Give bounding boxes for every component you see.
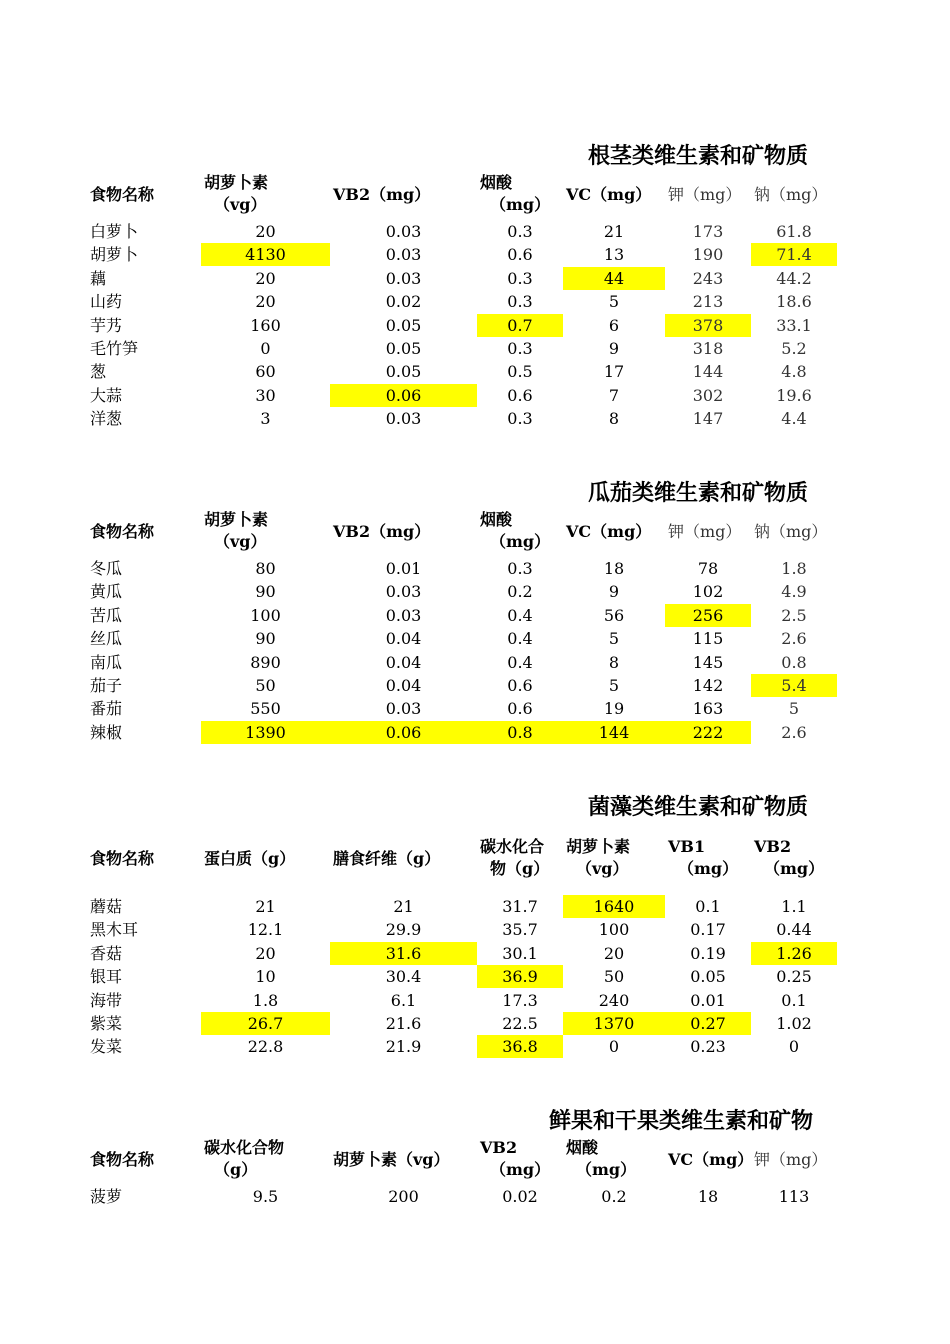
value-cell[interactable]: 160 bbox=[250, 315, 281, 335]
value-cell[interactable]: 378 bbox=[665, 314, 751, 337]
value-cell[interactable]: 144 bbox=[563, 721, 665, 744]
section-title: 菌藻类维生素和矿物质 bbox=[588, 794, 809, 820]
value-cell[interactable]: 35.7 bbox=[502, 920, 538, 940]
column-header: 胡萝卜素（vg） bbox=[333, 1150, 450, 1169]
table-row bbox=[0, 674, 950, 697]
value-cell[interactable]: 9.5 bbox=[252, 1187, 279, 1206]
value-cell[interactable]: 0.05 bbox=[690, 967, 726, 987]
value-cell[interactable]: 18.6 bbox=[776, 292, 812, 312]
value-cell[interactable]: 1.02 bbox=[776, 1014, 812, 1033]
value-cell[interactable]: 0.4 bbox=[507, 605, 533, 625]
value-cell[interactable]: 2.6 bbox=[781, 722, 807, 742]
value-cell[interactable]: 19.6 bbox=[776, 385, 812, 405]
column-header: 碳水化合 物（g） bbox=[480, 837, 550, 878]
value-cell[interactable]: 0.03 bbox=[385, 222, 422, 241]
table-row bbox=[0, 721, 950, 744]
value-cell[interactable]: 50 bbox=[255, 676, 276, 695]
value-cell[interactable]: 31.7 bbox=[502, 897, 538, 916]
table-row bbox=[0, 965, 950, 988]
value-cell[interactable]: 4.4 bbox=[781, 409, 807, 429]
value-cell[interactable]: 0.3 bbox=[507, 292, 533, 312]
value-cell[interactable]: 0.03 bbox=[385, 699, 422, 719]
value-cell[interactable]: 113 bbox=[778, 1187, 810, 1206]
food-name-cell[interactable]: 发菜 bbox=[90, 1037, 123, 1057]
column-header: 烟酸 （mg） bbox=[480, 173, 551, 214]
table-row bbox=[0, 651, 950, 674]
food-name-cell[interactable]: 胡萝卜 bbox=[90, 245, 139, 265]
value-cell[interactable]: 173 bbox=[692, 222, 724, 241]
value-cell[interactable]: 0.06 bbox=[330, 721, 477, 744]
value-cell[interactable]: 30.4 bbox=[385, 967, 422, 987]
column-header: VB2 （mg） bbox=[480, 1138, 551, 1179]
value-cell[interactable]: 31.6 bbox=[330, 942, 477, 965]
value-cell[interactable]: 44.2 bbox=[776, 268, 812, 288]
table-row bbox=[0, 895, 950, 918]
food-name-cell[interactable]: 香菇 bbox=[90, 943, 123, 963]
column-header: 烟酸 （mg） bbox=[566, 1138, 637, 1179]
value-cell[interactable]: 145 bbox=[692, 652, 724, 672]
column-header: 胡萝卜素 （vg） bbox=[204, 510, 269, 551]
food-name-cell[interactable]: 山药 bbox=[90, 292, 123, 312]
value-cell[interactable]: 0.8 bbox=[477, 721, 563, 744]
section-title: 根茎类维生素和矿物质 bbox=[588, 143, 809, 169]
value-cell[interactable]: 0.5 bbox=[507, 362, 533, 382]
value-cell[interactable]: 21.9 bbox=[385, 1037, 422, 1057]
value-cell[interactable]: 0.3 bbox=[507, 559, 533, 578]
value-cell[interactable]: 90 bbox=[255, 629, 276, 649]
value-cell[interactable]: 0.04 bbox=[385, 652, 422, 672]
value-cell[interactable]: 5 bbox=[608, 292, 620, 312]
value-cell[interactable]: 0.1 bbox=[781, 990, 807, 1010]
value-cell[interactable]: 0.27 bbox=[665, 1012, 751, 1035]
value-cell[interactable]: 9 bbox=[608, 339, 620, 358]
table-row bbox=[0, 314, 950, 337]
column-header: VC（mg） bbox=[566, 185, 652, 204]
value-cell[interactable]: 6.1 bbox=[390, 990, 417, 1010]
value-cell[interactable]: 8 bbox=[608, 652, 620, 672]
column-header: 胡萝卜素 （vg） bbox=[566, 837, 631, 878]
column-header: VB1 （mg） bbox=[668, 837, 739, 878]
table-row bbox=[0, 604, 950, 627]
value-cell[interactable]: 71.4 bbox=[751, 243, 837, 266]
value-cell[interactable]: 12.1 bbox=[247, 920, 284, 940]
food-name-cell[interactable]: 大蒜 bbox=[90, 385, 123, 405]
value-cell[interactable]: 0 bbox=[788, 1037, 800, 1057]
food-name-cell[interactable]: 苦瓜 bbox=[90, 605, 123, 625]
food-name-cell[interactable]: 洋葱 bbox=[90, 409, 123, 429]
column-header: 膳食纤维（g） bbox=[333, 849, 441, 868]
value-cell[interactable]: 18 bbox=[697, 1187, 719, 1206]
value-cell[interactable]: 102 bbox=[692, 582, 724, 602]
value-cell[interactable]: 17.3 bbox=[502, 990, 538, 1010]
value-cell[interactable]: 163 bbox=[692, 699, 724, 719]
food-name-cell[interactable]: 藕 bbox=[90, 268, 107, 288]
column-header: 食物名称 bbox=[90, 1150, 155, 1169]
column-header: VC（mg） bbox=[668, 1150, 754, 1169]
column-header: 钠（mg） bbox=[754, 185, 828, 204]
value-cell[interactable]: 19 bbox=[603, 699, 625, 719]
column-header: 食物名称 bbox=[90, 522, 155, 541]
food-name-cell[interactable]: 葱 bbox=[90, 362, 107, 382]
column-header: 食物名称 bbox=[90, 849, 155, 868]
value-cell[interactable]: 115 bbox=[692, 629, 724, 649]
value-cell[interactable]: 0.05 bbox=[385, 339, 422, 358]
value-cell[interactable]: 0.04 bbox=[385, 629, 422, 649]
value-cell[interactable]: 0.2 bbox=[601, 1187, 627, 1206]
table-row bbox=[0, 942, 950, 965]
value-cell[interactable]: 80 bbox=[255, 559, 276, 578]
value-cell[interactable]: 100 bbox=[598, 920, 630, 940]
value-cell[interactable]: 0.44 bbox=[776, 920, 812, 940]
table-row bbox=[0, 384, 950, 407]
value-cell[interactable]: 2.6 bbox=[781, 629, 807, 649]
value-cell[interactable]: 20 bbox=[255, 222, 276, 241]
value-cell[interactable]: 61.8 bbox=[776, 222, 812, 241]
food-name-cell[interactable]: 茄子 bbox=[90, 676, 123, 695]
table-row bbox=[0, 243, 950, 266]
value-cell[interactable]: 9 bbox=[608, 582, 620, 602]
value-cell[interactable]: 0.03 bbox=[385, 245, 422, 265]
value-cell[interactable]: 30.1 bbox=[502, 943, 538, 963]
value-cell[interactable]: 60 bbox=[255, 362, 276, 382]
column-header: 钾（mg） bbox=[754, 1150, 828, 1169]
value-cell[interactable]: 222 bbox=[665, 721, 751, 744]
value-cell[interactable]: 90 bbox=[255, 582, 276, 602]
value-cell[interactable]: 142 bbox=[692, 676, 724, 695]
value-cell[interactable]: 0.03 bbox=[385, 409, 422, 429]
value-cell[interactable]: 243 bbox=[692, 268, 724, 288]
value-cell[interactable]: 30 bbox=[255, 385, 276, 405]
food-name-cell[interactable]: 冬瓜 bbox=[90, 559, 123, 578]
value-cell[interactable]: 190 bbox=[692, 245, 724, 265]
value-cell[interactable]: 50 bbox=[603, 967, 625, 987]
value-cell[interactable]: 200 bbox=[388, 1187, 419, 1206]
food-name-cell[interactable]: 蘑菇 bbox=[90, 897, 123, 916]
food-name-cell[interactable]: 黄瓜 bbox=[90, 582, 123, 602]
value-cell[interactable]: 0.4 bbox=[507, 629, 533, 649]
value-cell[interactable]: 0 bbox=[260, 339, 271, 358]
table-row bbox=[0, 220, 950, 243]
food-name-cell[interactable]: 银耳 bbox=[90, 967, 123, 987]
value-cell[interactable]: 144 bbox=[692, 362, 724, 382]
value-cell[interactable]: 1640 bbox=[563, 895, 665, 918]
value-cell[interactable]: 0.23 bbox=[690, 1037, 726, 1057]
value-cell[interactable]: 0.17 bbox=[690, 920, 726, 940]
value-cell[interactable]: 36.8 bbox=[477, 1035, 563, 1058]
value-cell[interactable]: 5 bbox=[608, 676, 620, 695]
section-title: 鲜果和干果类维生素和矿物 bbox=[549, 1108, 814, 1134]
food-name-cell[interactable]: 毛竹笋 bbox=[90, 339, 139, 358]
value-cell[interactable]: 240 bbox=[598, 990, 630, 1010]
column-header: VB2 （mg） bbox=[754, 837, 825, 878]
table-row bbox=[0, 1035, 950, 1058]
value-cell[interactable]: 0.03 bbox=[385, 268, 422, 288]
value-cell[interactable]: 13 bbox=[603, 245, 625, 265]
value-cell[interactable]: 100 bbox=[250, 605, 281, 625]
value-cell[interactable]: 0.6 bbox=[507, 676, 533, 695]
food-name-cell[interactable]: 菠萝 bbox=[90, 1187, 123, 1206]
value-cell[interactable]: 213 bbox=[692, 292, 724, 312]
value-cell[interactable]: 0.3 bbox=[507, 409, 533, 429]
value-cell[interactable]: 0.1 bbox=[695, 897, 721, 916]
value-cell[interactable]: 147 bbox=[692, 409, 724, 429]
table-row bbox=[0, 290, 950, 313]
table-row bbox=[0, 360, 950, 383]
value-cell[interactable]: 20 bbox=[603, 943, 625, 963]
value-cell[interactable]: 0.06 bbox=[330, 384, 477, 407]
value-cell[interactable]: 0.02 bbox=[502, 1187, 538, 1206]
value-cell[interactable]: 5 bbox=[608, 629, 620, 649]
food-name-cell[interactable]: 丝瓜 bbox=[90, 629, 123, 649]
value-cell[interactable]: 21.6 bbox=[385, 1014, 422, 1033]
column-header: VB2（mg） bbox=[333, 185, 431, 204]
food-name-cell[interactable]: 白萝卜 bbox=[90, 222, 139, 241]
table-row bbox=[0, 1185, 950, 1208]
table-row bbox=[0, 989, 950, 1012]
food-name-cell[interactable]: 南瓜 bbox=[90, 652, 123, 672]
value-cell[interactable]: 0.19 bbox=[690, 943, 726, 963]
table-row bbox=[0, 557, 950, 580]
column-header: VC（mg） bbox=[566, 522, 652, 541]
column-header: VB2（mg） bbox=[333, 522, 431, 541]
table-row bbox=[0, 337, 950, 360]
value-cell[interactable]: 0.03 bbox=[385, 605, 422, 625]
value-cell[interactable]: 56 bbox=[603, 605, 625, 625]
value-cell[interactable]: 302 bbox=[692, 385, 724, 405]
value-cell[interactable]: 0.3 bbox=[507, 268, 533, 288]
value-cell[interactable]: 2.5 bbox=[781, 605, 807, 625]
table-row bbox=[0, 580, 950, 603]
value-cell[interactable]: 0.8 bbox=[781, 652, 807, 672]
value-cell[interactable]: 1370 bbox=[563, 1012, 665, 1035]
value-cell[interactable]: 21 bbox=[255, 897, 276, 916]
column-header: 烟酸 （mg） bbox=[480, 510, 551, 551]
value-cell[interactable]: 0 bbox=[608, 1037, 620, 1057]
value-cell[interactable]: 0.05 bbox=[385, 315, 422, 335]
value-cell[interactable]: 36.9 bbox=[477, 965, 563, 988]
value-cell[interactable]: 0.01 bbox=[690, 990, 726, 1010]
food-name-cell[interactable]: 海带 bbox=[90, 990, 123, 1010]
value-cell[interactable]: 0.05 bbox=[385, 362, 422, 382]
value-cell[interactable]: 0.02 bbox=[385, 292, 422, 312]
value-cell[interactable]: 20 bbox=[255, 292, 276, 312]
value-cell[interactable]: 1.8 bbox=[252, 990, 279, 1010]
column-header: 蛋白质（g） bbox=[204, 849, 296, 868]
value-cell[interactable]: 0.03 bbox=[385, 582, 422, 602]
food-name-cell[interactable]: 黑木耳 bbox=[90, 920, 139, 940]
table-row bbox=[0, 407, 950, 430]
value-cell[interactable]: 78 bbox=[697, 559, 719, 578]
value-cell[interactable]: 1390 bbox=[201, 721, 330, 744]
value-cell[interactable]: 22.5 bbox=[502, 1014, 538, 1033]
value-cell[interactable]: 890 bbox=[250, 652, 281, 672]
value-cell[interactable]: 17 bbox=[603, 362, 625, 382]
value-cell[interactable]: 26.7 bbox=[201, 1012, 330, 1035]
value-cell[interactable]: 20 bbox=[255, 943, 276, 963]
value-cell[interactable]: 0.25 bbox=[776, 967, 812, 987]
value-cell[interactable]: 0.6 bbox=[507, 385, 533, 405]
food-name-cell[interactable]: 紫菜 bbox=[90, 1014, 123, 1033]
value-cell[interactable]: 0.01 bbox=[385, 559, 422, 578]
value-cell[interactable]: 10 bbox=[255, 967, 276, 987]
value-cell[interactable]: 1.1 bbox=[781, 897, 807, 916]
value-cell[interactable]: 18 bbox=[603, 559, 625, 578]
value-cell[interactable]: 33.1 bbox=[776, 315, 812, 335]
table-row bbox=[0, 918, 950, 941]
value-cell[interactable]: 0.2 bbox=[507, 582, 533, 602]
table-row bbox=[0, 697, 950, 720]
section-title: 瓜茄类维生素和矿物质 bbox=[588, 480, 809, 506]
column-header: 钾（mg） bbox=[668, 522, 742, 541]
value-cell[interactable]: 0.7 bbox=[477, 314, 563, 337]
value-cell[interactable]: 21 bbox=[603, 222, 625, 241]
value-cell[interactable]: 22.8 bbox=[247, 1037, 284, 1057]
food-name-cell[interactable]: 芋艿 bbox=[90, 315, 123, 335]
column-header: 食物名称 bbox=[90, 185, 155, 204]
value-cell[interactable]: 21 bbox=[393, 897, 414, 916]
value-cell[interactable]: 44 bbox=[563, 267, 665, 290]
column-header: 碳水化合物 （g） bbox=[204, 1138, 285, 1179]
column-header: 钠（mg） bbox=[754, 522, 828, 541]
value-cell[interactable]: 4.8 bbox=[781, 362, 807, 382]
column-header: 钾（mg） bbox=[668, 185, 742, 204]
value-cell[interactable]: 0.6 bbox=[507, 699, 533, 719]
table-row bbox=[0, 627, 950, 650]
value-cell[interactable]: 1.26 bbox=[751, 942, 837, 965]
value-cell[interactable]: 256 bbox=[665, 604, 751, 627]
value-cell[interactable]: 8 bbox=[608, 409, 620, 429]
value-cell[interactable]: 7 bbox=[608, 385, 620, 405]
value-cell[interactable]: 0.3 bbox=[507, 339, 533, 358]
value-cell[interactable]: 6 bbox=[608, 315, 620, 335]
value-cell[interactable]: 20 bbox=[255, 268, 276, 288]
table-row bbox=[0, 267, 950, 290]
value-cell[interactable]: 5 bbox=[788, 699, 800, 719]
table-row bbox=[0, 1012, 950, 1035]
value-cell[interactable]: 1.8 bbox=[781, 559, 807, 578]
column-header: 胡萝卜素 （vg） bbox=[204, 173, 269, 214]
value-cell[interactable]: 4130 bbox=[201, 243, 330, 266]
value-cell[interactable]: 0.6 bbox=[507, 245, 533, 265]
value-cell[interactable]: 3 bbox=[260, 409, 271, 429]
food-name-cell[interactable]: 番茄 bbox=[90, 699, 123, 719]
value-cell[interactable]: 5.4 bbox=[751, 674, 837, 697]
value-cell[interactable]: 550 bbox=[250, 699, 281, 719]
value-cell[interactable]: 5.2 bbox=[781, 339, 807, 358]
value-cell[interactable]: 318 bbox=[692, 339, 724, 358]
value-cell[interactable]: 0.04 bbox=[385, 676, 422, 695]
value-cell[interactable]: 0.4 bbox=[507, 652, 533, 672]
value-cell[interactable]: 29.9 bbox=[385, 920, 422, 940]
food-name-cell[interactable]: 辣椒 bbox=[90, 722, 123, 742]
value-cell[interactable]: 0.3 bbox=[507, 222, 533, 241]
value-cell[interactable]: 4.9 bbox=[781, 582, 807, 602]
